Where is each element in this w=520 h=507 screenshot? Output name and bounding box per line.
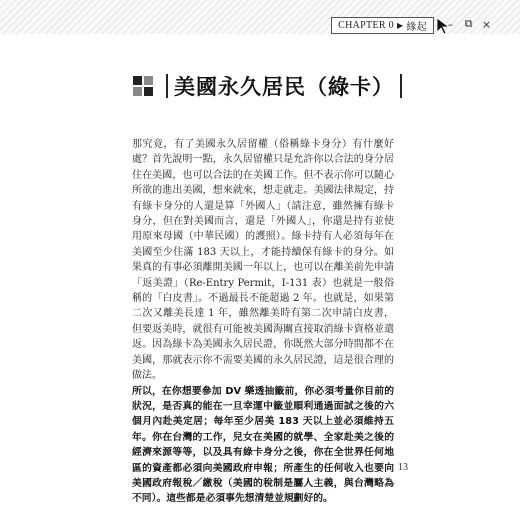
chapter-name: 緣起 [406, 22, 427, 33]
paragraph-2-bold: 所以，在你想要參加 DV 樂透抽籤前，你必須考量你目前的狀況，是否真的能在一旦幸運中籤並順利通過面試之後的六個月內赴美定居；每年至少居美 183 天以上並必須維持五年。你在台灣的工作，兒女在美國的就學、全家赴美之後的經濟來源等等，以及具有綠卡身分之後，你在全世界任何地區的資產都必須向美國政府申報；所產生的任何收入也要向美國政府報稅／繳稅（美國的稅制是屬人主義，與台灣略為不同）。這些都是必須事先想清楚並規劃好的。 [132, 385, 394, 505]
chapter-bar[interactable] [331, 17, 434, 34]
section-title-block [132, 71, 408, 101]
body-text [132, 137, 394, 507]
restore-icon[interactable]: ⧉ [464, 17, 473, 30]
section-title: 美國永久居民（綠卡） [174, 75, 394, 99]
squares-icon [132, 75, 154, 97]
minimize-icon[interactable]: – [447, 17, 454, 31]
title-bar-left [166, 74, 168, 98]
window-controls [445, 17, 492, 31]
chapter-arrow-icon: ▶ [396, 21, 404, 30]
page-number: 13 [398, 462, 408, 473]
paragraph-1: 那究竟，有了美國永久居留權（俗稱綠卡身分）有什麼好處？首先說明一點，永久居留權只是允許你以合法的身分居住在美國，也可以合法的在美國工作。但不表示你可以隨心所欲的進出美國，想來就來，想走就走。美國法律規定，持有綠卡身分的人還是算「外國人」（請注意，雖然擁有綠卡身分，但在對美國而言，還是「外國人」，你還是持有並使用原來母國（中華民國）的護照）。綠卡持有人必須每年在美國至少住滿 183 天以上，才能持續保有綠卡的身分。如果真的有事必須離開美國一年以上，也可以在離美前先申請「返美證」（Re-Entry Permit，I-131 表）也就是一般俗稱的「白皮書」。不過最長不能超過 2 年。也就是，如果第二次又離美長達 1 年，雖然離美時有第二次申請白皮書，但要返美時，就很有可能被美國海關直接取消綠卡資格並遣返。因為綠卡為美國永久居民證，你既然大部分時間都不在美國，那就表示你不需要美國的永久居民證，這是很合理的做法。 [132, 139, 394, 382]
chapter-label: CHAPTER 0 [338, 20, 394, 31]
title-bar-right [400, 74, 402, 98]
close-icon[interactable]: × [481, 17, 492, 31]
